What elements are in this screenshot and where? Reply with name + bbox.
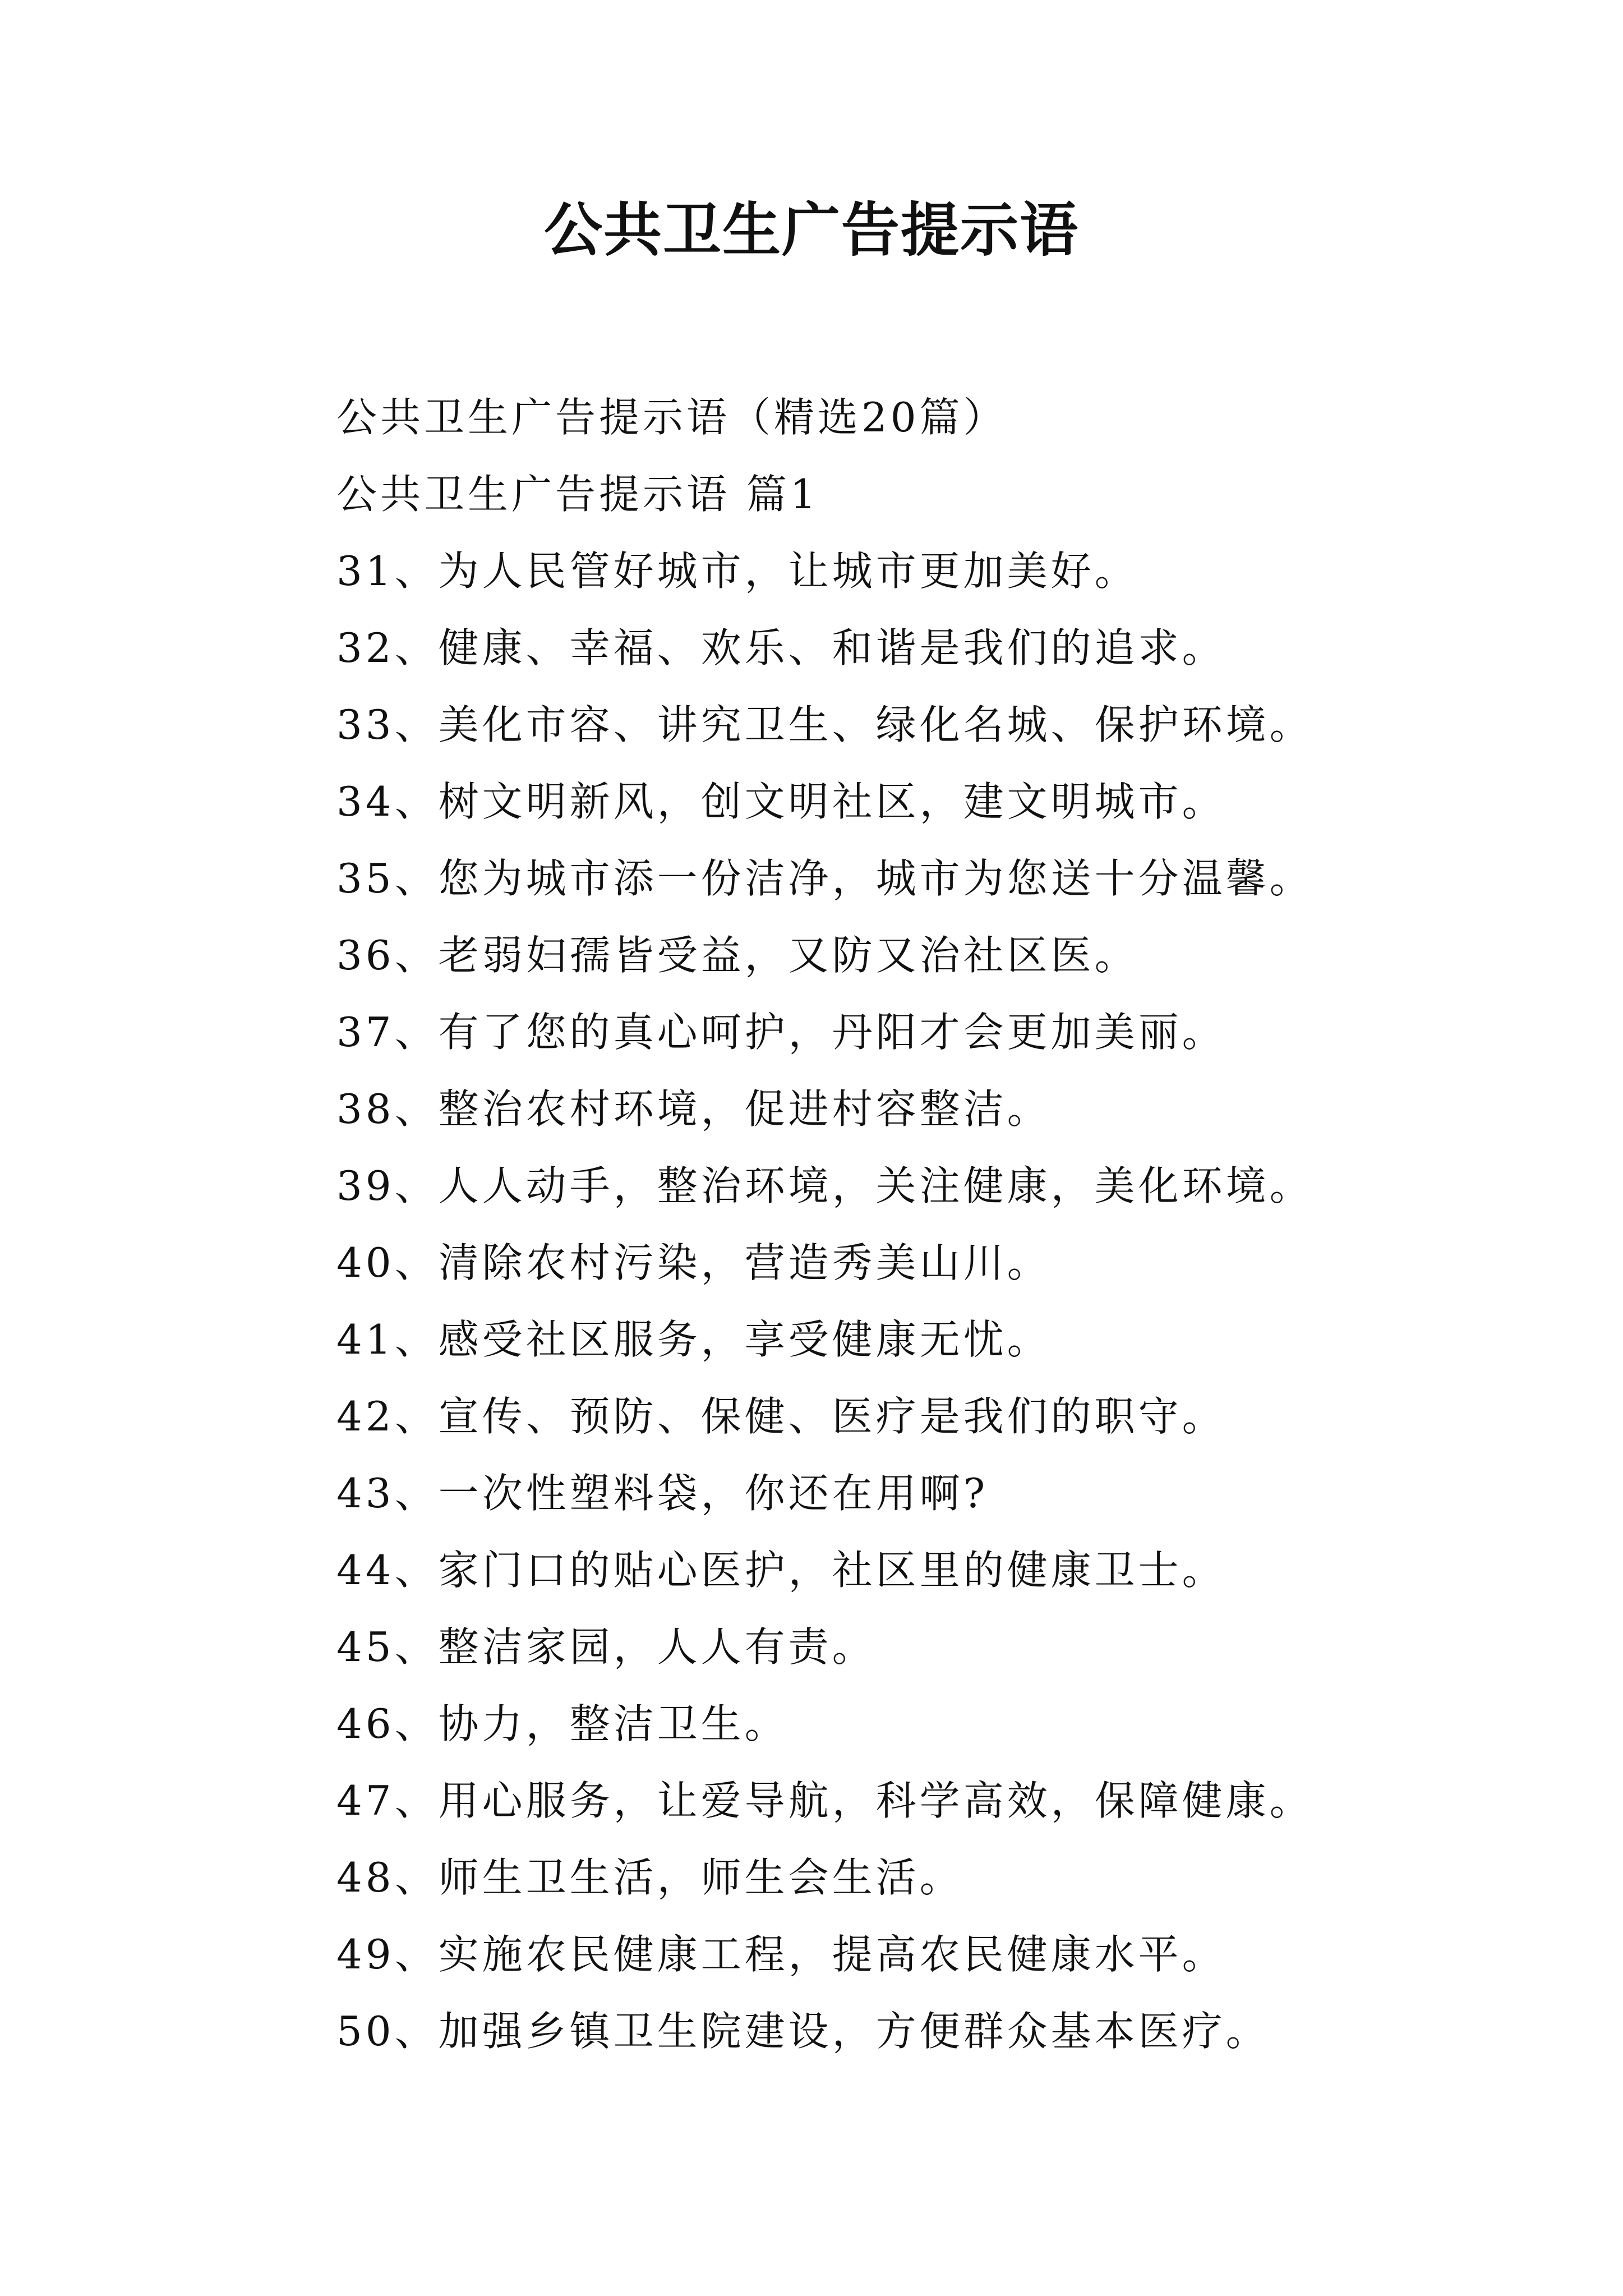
slogan-line: 32、健康、幸福、欢乐、和谐是我们的追求。 xyxy=(336,624,1226,671)
slogan-line: 48、师生卫生活，师生会生活。 xyxy=(336,1854,963,1901)
slogan-line: 45、整洁家园，人人有责。 xyxy=(336,1623,876,1671)
slogan-line: 46、协力，整洁卫生。 xyxy=(336,1700,789,1747)
document-title: 公共卫生广告提示语 xyxy=(543,195,1079,264)
slogan-line: 33、美化市容、讲究卫生、绿化名城、保护环境。 xyxy=(336,701,1313,748)
slogan-line: 49、实施农民健康工程，提高农民健康水平。 xyxy=(336,1931,1226,1978)
slogan-line: 35、您为城市添一份洁净，城市为您送十分温馨。 xyxy=(336,855,1313,902)
slogan-line: 36、老弱妇孺皆受益，又防又治社区医。 xyxy=(336,932,1138,979)
slogan-line: 43、一次性塑料袋，你还在用啊? xyxy=(336,1470,989,1517)
slogan-line: 39、人人动手，整治环境，关注健康，美化环境。 xyxy=(336,1162,1313,1209)
slogan-line: 44、家门口的贴心医护，社区里的健康卫士。 xyxy=(336,1547,1226,1594)
slogan-line: 34、树文明新风，创文明社区，建文明城市。 xyxy=(336,778,1226,825)
section-heading: 公共卫生广告提示语 篇1 xyxy=(336,471,819,518)
document-body xyxy=(336,379,1486,2070)
document-subtitle: 公共卫生广告提示语（精选20篇） xyxy=(336,394,1007,441)
slogan-line: 41、感受社区服务，享受健康无忧。 xyxy=(336,1316,1051,1363)
slogan-line: 42、宣传、预防、保健、医疗是我们的职守。 xyxy=(336,1393,1226,1440)
slogan-line: 40、清除农村污染，营造秀美山川。 xyxy=(336,1239,1051,1286)
slogan-line: 47、用心服务，让爱导航，科学高效，保障健康。 xyxy=(336,1777,1313,1824)
slogan-line: 37、有了您的真心呵护，丹阳才会更加美丽。 xyxy=(336,1009,1226,1056)
slogan-line: 50、加强乡镇卫生院建设，方便群众基本医疗。 xyxy=(336,2008,1270,2055)
slogan-line: 31、为人民管好城市，让城市更加美好。 xyxy=(336,547,1138,595)
slogan-line: 38、整治农村环境，促进村容整洁。 xyxy=(336,1085,1051,1133)
